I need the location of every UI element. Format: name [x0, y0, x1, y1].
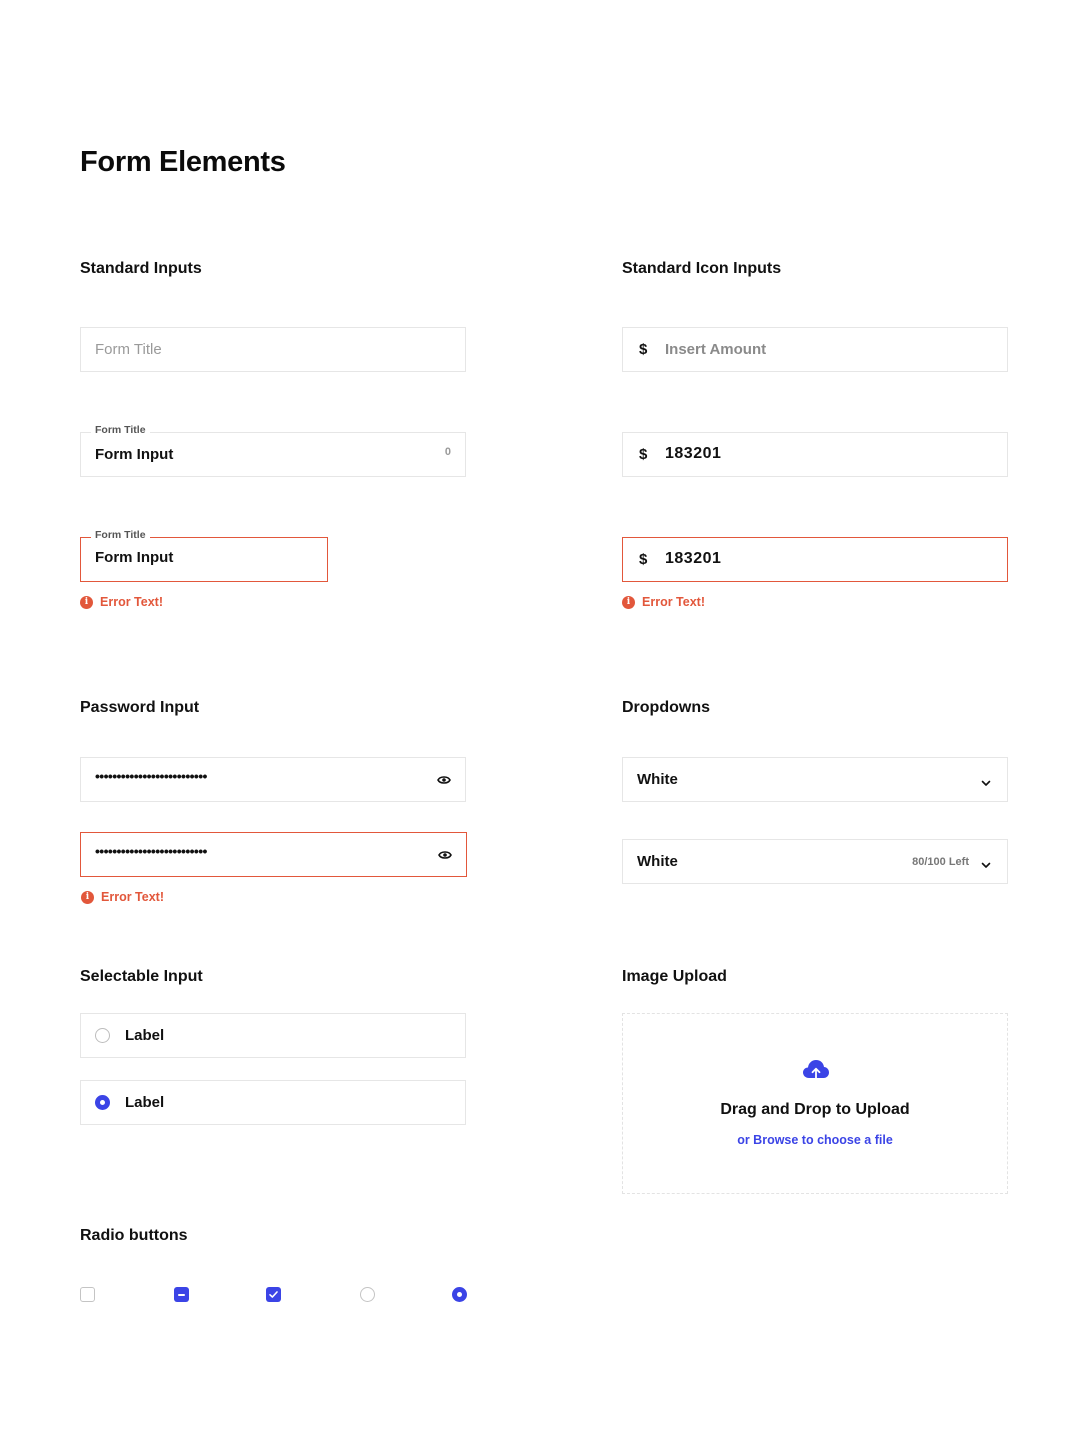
checkbox-checked[interactable] [266, 1287, 281, 1302]
form-title-placeholder: Form Title [95, 341, 162, 358]
amount-input-error[interactable] [622, 537, 1008, 582]
upload-dropzone[interactable] [622, 1013, 1008, 1194]
selectable-heading: Selectable Input [80, 968, 203, 985]
error-text: Error Text! [642, 595, 705, 609]
form-title-input[interactable] [80, 327, 466, 372]
floating-label: Form Title [91, 424, 150, 436]
form-input-error[interactable] [80, 529, 328, 582]
amount-value: 183201 [665, 550, 722, 567]
password-heading: Password Input [80, 699, 200, 716]
chevron-down-icon [981, 856, 991, 874]
image-upload-heading: Image Upload [622, 968, 727, 985]
dollar-icon: $ [639, 446, 648, 463]
amount-placeholder: Insert Amount [665, 341, 767, 358]
amount-input[interactable] [622, 327, 1008, 372]
error-message [81, 890, 164, 904]
radio-selected[interactable] [95, 1095, 110, 1110]
color-dropdown[interactable] [622, 757, 1008, 802]
cloud-upload-icon [802, 1058, 830, 1087]
eye-icon[interactable] [437, 773, 451, 791]
masked-password: •••••••••••••••••••••••••• [95, 768, 207, 784]
form-input-filled[interactable] [80, 424, 466, 477]
page-title: Form Elements [80, 146, 286, 178]
password-input-error[interactable] [80, 832, 467, 877]
check-icon [266, 1287, 281, 1302]
amount-value: 183201 [665, 445, 722, 462]
dropdowns-heading: Dropdowns [622, 699, 710, 716]
checkbox-unchecked[interactable] [80, 1287, 95, 1302]
radio-selected[interactable] [452, 1287, 467, 1302]
error-message [80, 595, 163, 609]
password-input[interactable] [80, 757, 466, 802]
floating-label: Form Title [91, 529, 150, 541]
dropdown-value: White [637, 771, 678, 788]
error-text: Error Text! [101, 890, 164, 904]
character-counter: 0 [444, 446, 451, 458]
error-icon: i [622, 596, 635, 609]
selectable-option-selected[interactable] [80, 1080, 466, 1125]
input-value: Form Input [95, 446, 174, 463]
option-label: Label [125, 1027, 165, 1044]
amount-input-filled[interactable] [622, 432, 1008, 477]
radio-unselected[interactable] [360, 1287, 375, 1302]
checkbox-indeterminate[interactable] [174, 1287, 189, 1302]
dropdown-value: White [637, 853, 678, 870]
upload-heading: Drag and Drop to Upload [720, 1101, 910, 1118]
radio-buttons-heading: Radio buttons [80, 1227, 188, 1244]
masked-password: •••••••••••••••••••••••••• [95, 843, 207, 859]
error-icon: i [80, 596, 93, 609]
error-message [622, 595, 705, 609]
dollar-icon: $ [639, 341, 648, 358]
error-text: Error Text! [100, 595, 163, 609]
radio-unselected[interactable] [95, 1028, 110, 1043]
standard-inputs-heading: Standard Inputs [80, 260, 202, 277]
icon-inputs-heading: Standard Icon Inputs [622, 260, 782, 277]
dollar-icon: $ [639, 551, 648, 568]
browse-file-link[interactable]: or Browse to choose a file [737, 1133, 893, 1147]
eye-icon[interactable] [438, 848, 452, 866]
color-dropdown-with-count[interactable] [622, 839, 1008, 884]
option-label: Label [125, 1094, 165, 1111]
selectable-option[interactable] [80, 1013, 466, 1058]
input-value: Form Input [95, 549, 174, 566]
error-icon: i [81, 891, 94, 904]
chevron-down-icon [981, 774, 991, 792]
remaining-count: 80/100 Left [912, 856, 969, 868]
